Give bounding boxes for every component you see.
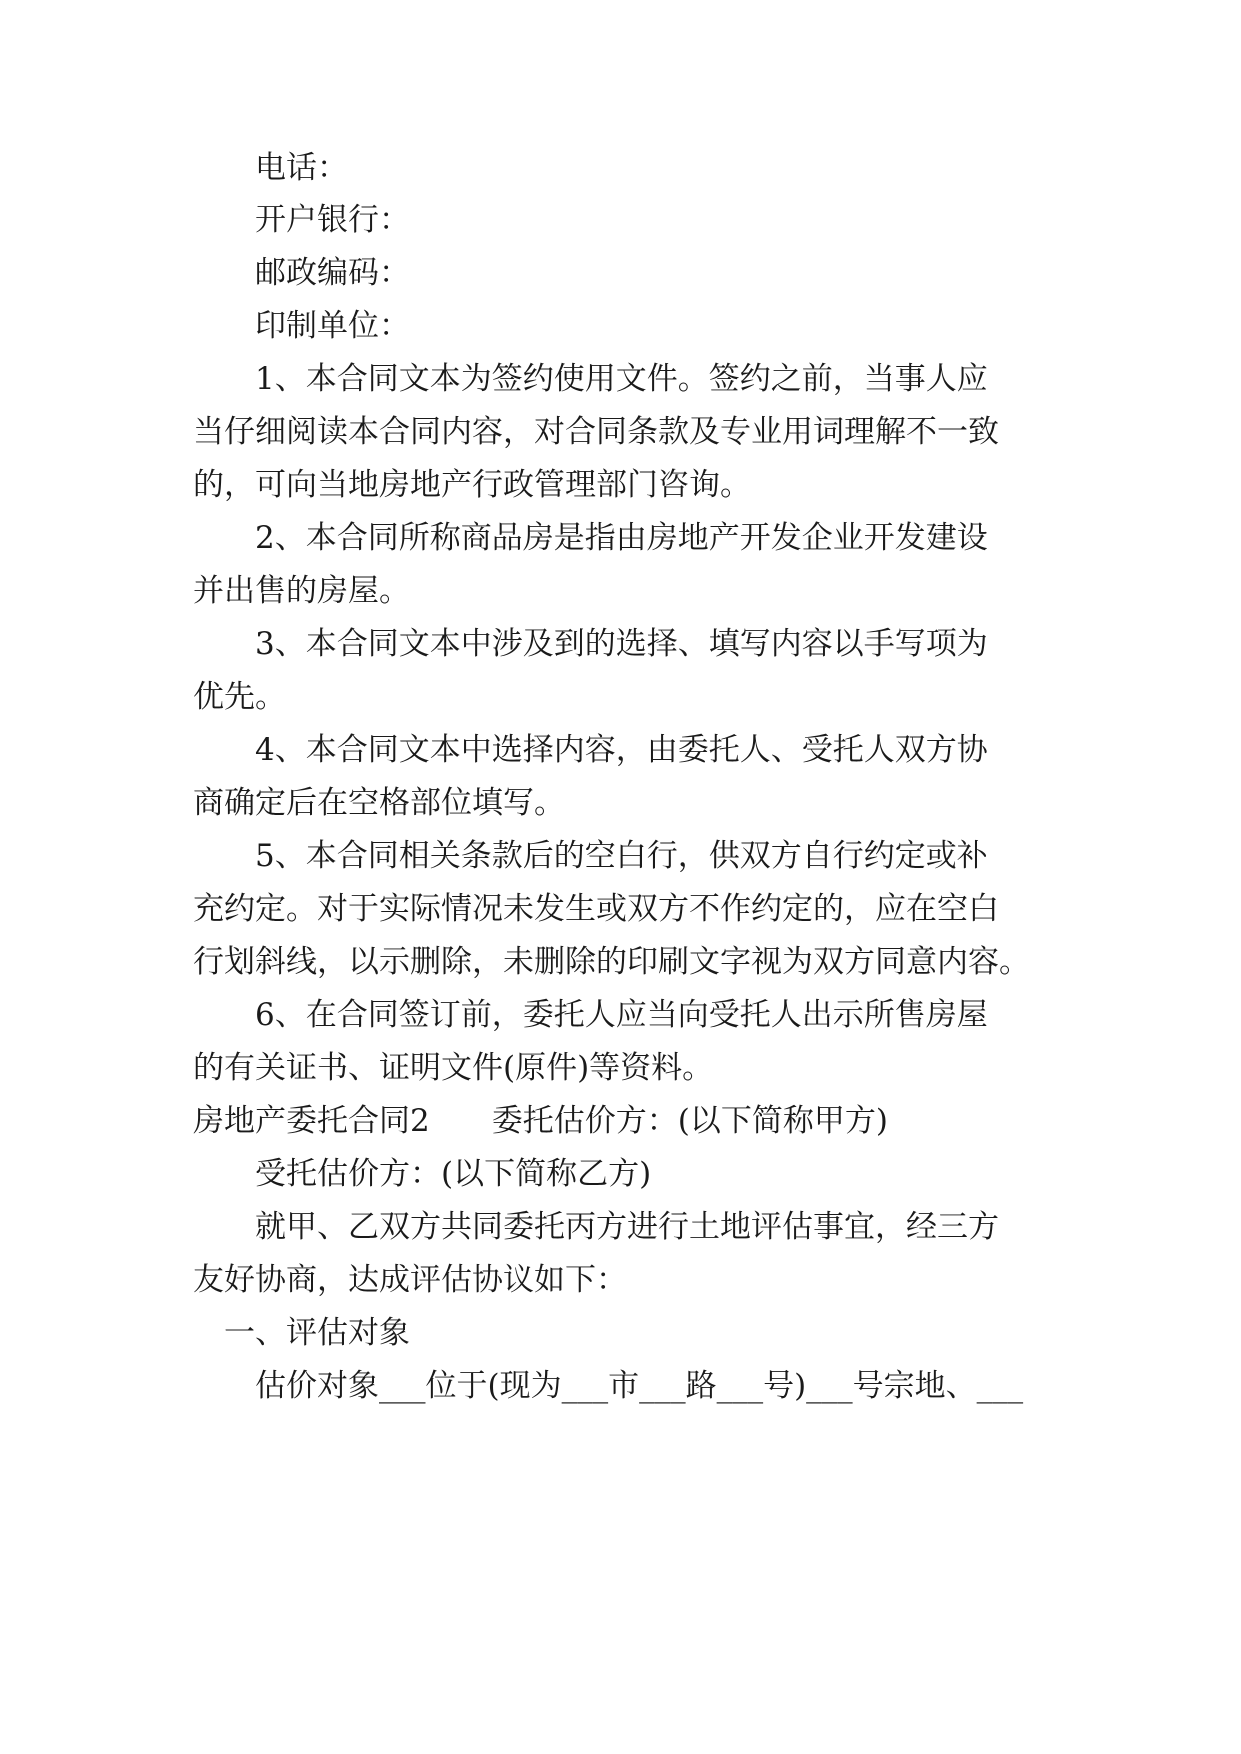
note-6-line-1: 6、在合同签订前，委托人应当向受托人出示所售房屋 [255, 997, 988, 1033]
note-2-line-2: 并出售的房屋。 [193, 573, 410, 609]
note-3-line-1: 3、本合同文本中涉及到的选择、填写内容以手写项为 [255, 626, 988, 662]
field-bank: 开户银行： [255, 202, 410, 238]
field-phone: 电话： [255, 150, 348, 186]
note-2-line-1: 2、本合同所称商品房是指由房地产开发企业开发建设 [255, 520, 988, 556]
note-5-line-1: 5、本合同相关条款后的空白行，供双方自行约定或补 [255, 838, 988, 874]
note-4-line-1: 4、本合同文本中选择内容，由委托人、受托人双方协 [255, 732, 988, 768]
agreement-intro-line-2: 友好协商，达成评估协议如下： [193, 1262, 627, 1298]
field-printer: 印制单位： [255, 308, 410, 344]
field-postcode: 邮政编码： [255, 255, 410, 291]
agreement-intro-line-1: 就甲、乙双方共同委托丙方进行土地评估事宜，经三方 [255, 1209, 999, 1245]
note-1-line-1: 1、本合同文本为签约使用文件。签约之前，当事人应 [255, 361, 988, 397]
note-1-line-2: 当仔细阅读本合同内容，对合同条款及专业用词理解不一致 [193, 414, 999, 450]
note-5-line-2: 充约定。对于实际情况未发生或双方不作约定的，应在空白 [193, 891, 999, 927]
party-entrusted-appraiser: 受托估价方：(以下简称乙方) [255, 1156, 652, 1192]
note-6-line-2: 的有关证书、证明文件(原件)等资料。 [193, 1050, 714, 1086]
section-heading-appraisal-object: 一、评估对象 [224, 1315, 410, 1351]
note-4-line-2: 商确定后在空格部位填写。 [193, 785, 565, 821]
appraisal-object-line: 估价对象___位于(现为___市___路___号)___号宗地、___ [255, 1368, 1024, 1404]
contract-2-heading: 房地产委托合同2 委托估价方：(以下简称甲方) [193, 1103, 888, 1139]
note-1-line-3: 的，可向当地房地产行政管理部门咨询。 [193, 467, 751, 503]
note-5-line-3: 行划斜线，以示删除，未删除的印刷文字视为双方同意内容。 [193, 944, 1030, 980]
note-3-line-2: 优先。 [193, 679, 286, 715]
